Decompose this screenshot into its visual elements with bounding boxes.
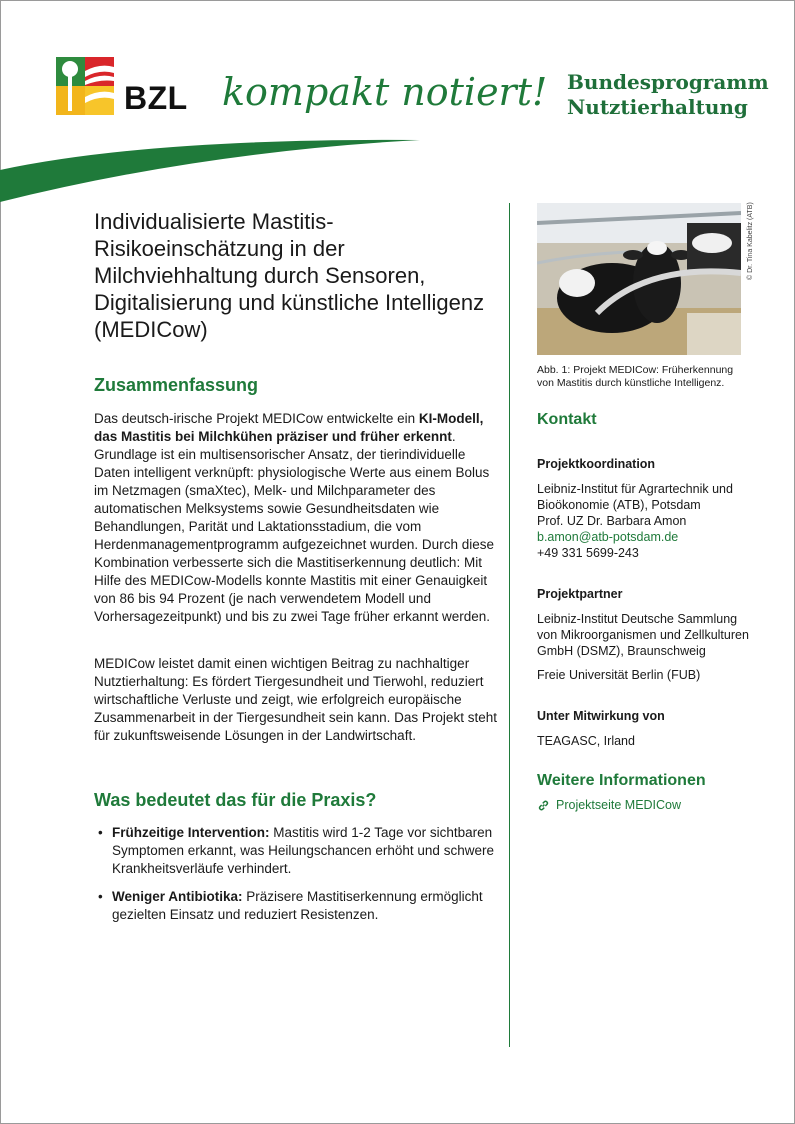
practice-heading: Was bedeutet das für die Praxis? [94,790,377,810]
list-item [94,888,499,924]
coordination-person: Prof. UZ Dr. Barbara Amon [537,514,687,528]
collaboration-partner: TEAGASC, Irland [537,734,635,748]
bullet-text: Mastitis wird 1-2 Tage vor sichtbaren Symptomen erkannt, was Heilungschancen erhöht und schwere Krankheitsverläufe verhindert. [112,825,494,876]
collaboration-heading: Unter Mitwirkung von [537,709,665,723]
project-page-link-label[interactable]: Projektseite MEDICow [556,798,682,812]
link-icon [537,799,550,812]
summary-paragraph-1 [94,410,499,626]
column-divider [509,203,510,1047]
article-title: Individualisierte Mastitis-Risikoeinschätzung in der Milchviehhaltung durch Sensoren, Digitalisierung und künstliche Intelligenz (MEDICow) [94,209,485,342]
photo-credit: © Dr. Tina Kabelitz (ATB) [747,202,754,280]
coordination-email-link[interactable]: b.amon@atb-potsdam.de [537,530,679,544]
contact-heading: Kontakt [537,411,597,428]
coordination-block [537,481,752,561]
coordination-heading: Projektkoordination [537,457,656,471]
practice-list [94,824,499,934]
bzl-logo-icon [56,57,114,115]
summary-highlight: KI-Modell, das Mastitis bei Milchkühen präziser und früher erkennt [94,411,484,444]
info-heading: Weitere Informationen [537,772,706,789]
bzl-logo-text: BZL [124,80,188,116]
coordination-institute-line-1: Leibniz-Institut für Agrartechnik und [537,482,733,496]
photo-caption: Abb. 1: Projekt MEDICow: Früherkennung von Mastitis durch künstliche Intelligenz. [537,364,734,389]
tagline: kompakt notiert! [222,70,548,114]
bullet-text: Präzisere Mastitiserkennung ermöglicht gezielten Einsatz und reduziert Resistenzen. [112,889,483,922]
green-swoosh [0,130,420,205]
coordination-phone: +49 331 5699-243 [537,546,639,560]
partner-heading: Projektpartner [537,587,623,601]
partner-1: Leibniz-Institut Deutsche Sammlung von Mikroorganismen und Zellkulturen GmbH (DSMZ), Braunschweig [537,612,749,658]
bullet-label: Weniger Antibiotika: [112,889,243,904]
summary-paragraph-2: MEDICow leistet damit einen wichtigen Beitrag zu nachhaltiger Nutztierhaltung: Es fördert Tiergesundheit und Tierwohl, reduziert wirtschaftliche Verluste und zeigt, wie erfolgreich europäische Zusammenarbeit in der Tiergesundheit sein kann. Das Projekt steht für zukunftsweisende Lösungen in der Landwirtschaft. [94,656,497,743]
list-item [94,824,499,878]
summary-body: . Grundlage ist ein multisensorischer Ansatz, der tierindividuelle Daten intelligent verknüpft: physiologische Werte aus einem Bolus im Netzmagen (smaXtec), Melk- und Milchparameter des automatischen Melksystems sowie Gesundheitsdaten wie Behandlungen, Parität und Laktationsstadium, die vom Herdenmanagementprogramm aufgezeichnet wurden. Durch diese Kombination verbesserte sich die Mastitiserkennung deutlich: Mit Hilfe des MEDICow-Modells konnte Mastitis mit einer Genauigkeit von 86 bis 94 Prozent (je nach verwendetem Modell und Vorhersagezeitpunkt) und bis zu zwei Tage früher erkannt werden. [94,429,494,624]
project-page-link[interactable] [537,798,681,812]
summary-intro: Das deutsch-irische Projekt MEDICow entwickelte ein [94,411,419,426]
bullet-label: Frühzeitige Intervention: [112,825,270,840]
program-line-2: Nutztierhaltung [567,95,748,119]
cow-photo [537,203,741,355]
program-name [567,70,769,120]
summary-heading: Zusammenfassung [94,375,259,395]
program-line-1: Bundesprogramm [567,70,769,94]
coordination-institute-line-2: Bioökonomie (ATB), Potsdam [537,498,701,512]
partner-2: Freie Universität Berlin (FUB) [537,668,701,682]
